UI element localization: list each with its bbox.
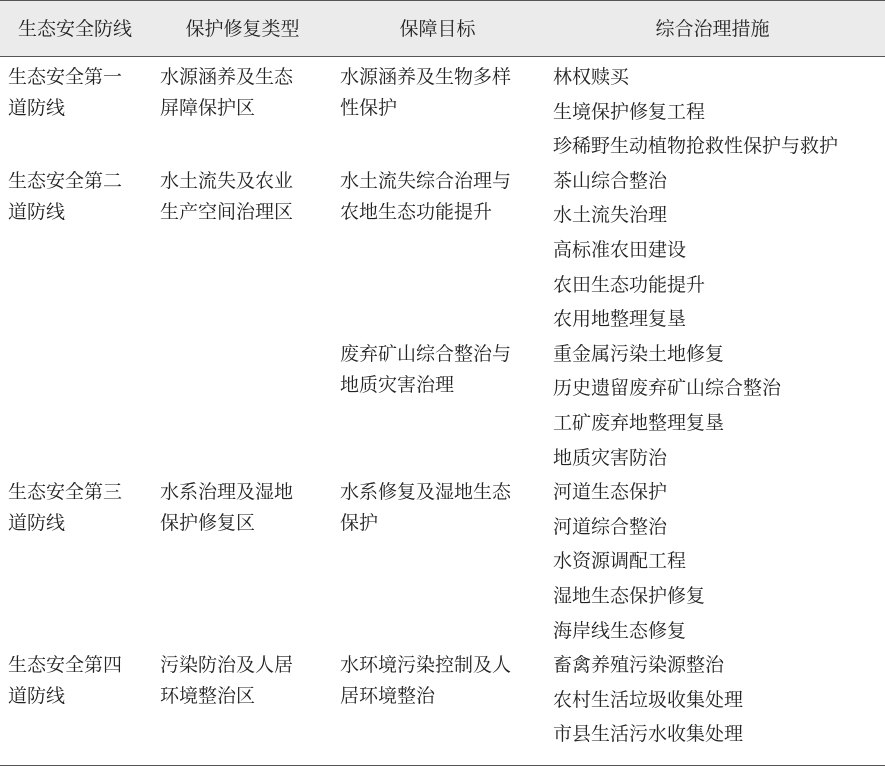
measure-cell: 林权赎买: [553, 66, 630, 88]
measure-cell: 水土流失治理: [553, 204, 668, 227]
header-protection-goal: 保障目标: [399, 18, 476, 40]
measure-cell: 工矿废弃地整理复垦: [553, 412, 725, 434]
table-bottom-rule: [0, 765, 885, 766]
header-defense-line: 生态安全防线: [17, 18, 132, 40]
measure-cell: 高标准农田建设: [553, 239, 687, 261]
measure-cell: 茶山综合整治: [553, 169, 668, 192]
restoration-type-cell: 水系治理及湿地 保护修复区: [160, 481, 294, 535]
measure-cell: 农田生态功能提升: [553, 273, 706, 296]
measure-cell: 重金属污染土地修复: [553, 342, 725, 365]
measure-cell: 珍稀野生动植物抢救性保护与救护: [553, 135, 839, 158]
restoration-type-cell: 水源涵养及生态 屏障保护区: [160, 66, 294, 119]
measure-cell: 地质灾害防治: [553, 446, 668, 469]
header-measures: 综合治理措施: [655, 18, 770, 40]
measure-cell: 水资源调配工程: [553, 550, 687, 573]
measure-cell: 市县生活污水收集处理: [553, 723, 744, 746]
measure-cell: 河道生态保护: [553, 481, 668, 504]
defense-line-cell: 生态安全第三 道防线: [8, 481, 123, 535]
measure-cell: 生境保护修复工程: [553, 100, 706, 123]
measure-cell: 农村生活垃圾收集处理: [553, 688, 744, 711]
measure-cell: 湿地生态保护修复: [553, 585, 706, 607]
defense-line-cell: 生态安全第二 道防线: [8, 169, 123, 223]
protection-goal-cell: 废弃矿山综合整治与 地质灾害治理: [340, 342, 512, 396]
protection-goal-cell: 水源涵养及生物多样 性保护: [340, 66, 512, 119]
measure-cell: 畜禽养殖污染源整治: [553, 654, 725, 677]
measure-cell: 农用地整理复垦: [553, 308, 687, 331]
restoration-type-cell: 污染防治及人居 环境整治区: [160, 654, 294, 708]
measure-cell: 海岸线生态修复: [553, 619, 687, 642]
protection-goal-cell: 水环境污染控制及人 居环境整治: [340, 654, 512, 708]
header-restoration-type: 保护修复类型: [185, 18, 300, 40]
measure-cell: 历史遗留废弃矿山综合整治: [553, 377, 782, 400]
protection-goal-cell: 水土流失综合治理与 农地生态功能提升: [340, 169, 512, 223]
protection-goal-cell: 水系修复及湿地生态 保护: [340, 481, 512, 535]
measure-cell: 河道综合整治: [553, 515, 668, 538]
defense-line-cell: 生态安全第四 道防线: [8, 654, 123, 708]
table-header: [0, 0, 885, 57]
restoration-type-cell: 水土流失及农业 生产空间治理区: [160, 169, 294, 223]
defense-line-cell: 生态安全第一 道防线: [8, 66, 123, 119]
